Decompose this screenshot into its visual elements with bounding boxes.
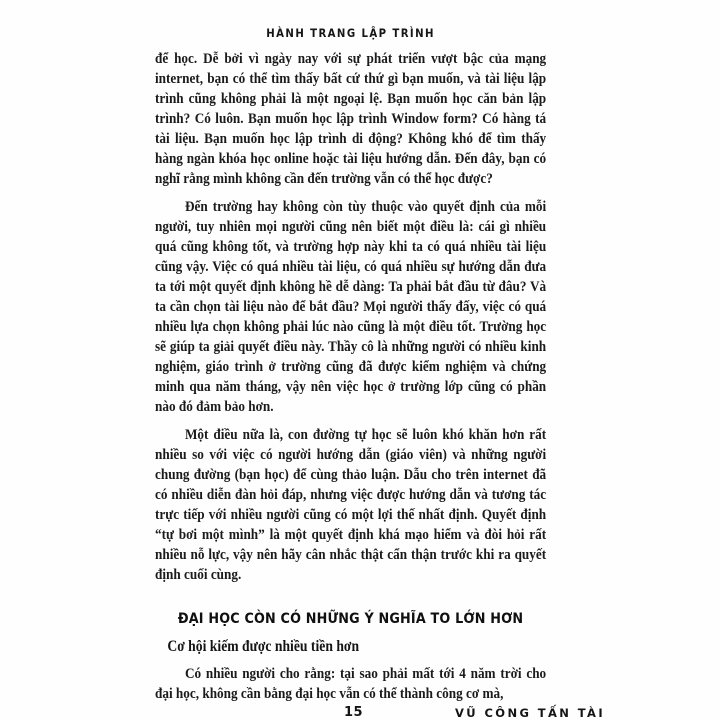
text-column bbox=[155, 26, 546, 704]
sub-heading: Cơ hội kiếm được nhiều tiền hơn bbox=[167, 638, 360, 655]
section-heading: ĐẠI HỌC CÒN CÓ NHỮNG Ý NGHĨA TO LỚN HƠN bbox=[177, 611, 524, 627]
page-number: 15 bbox=[344, 705, 364, 720]
running-header: HÀNH TRANG LẬP TRÌNH bbox=[266, 26, 435, 40]
body-paragraph-2: Đến trường hay không còn tùy thuộc vào quyết định của mỗi người, tuy nhiên mọi người cũng nên biết một điều là: cái gì nhiều quá cũng không tốt, và trường hợp này khi ta có quá nhiều tài liệu cũng vậy. Việc có quá nhiều tài liệu, có quá nhiều sự hướng dẫn đưa ta tới một quyết định không hề dễ dàng: Ta phải bắt đầu từ đâu? Và ta cần chọn tài liệu nào để bắt đầu? Mọi người thấy đấy, việc có quá nhiều lựa chọn không phải lúc nào cũng là một điều tốt. Trường học sẽ giúp ta giải quyết điều này. Thầy cô là những người có nhiều kinh nghiệm, giáo trình ở trường cũng đã được kiểm nghiệm và chứng minh qua năm tháng, vậy nên việc học ở trường lớp cũng có phần nào đó đảm bảo hơn. bbox=[155, 199, 547, 415]
author-name: VŨ CÔNG TẤN TÀI bbox=[455, 706, 606, 720]
body-paragraph-3: Một điều nữa là, con đường tự học sẽ luôn khó khăn hơn rất nhiều so với việc có người hướng dẫn (giáo viên) và những người chung đường (bạn học) để cùng thảo luận. Dẫu cho trên internet đã có nhiều diễn đàn hỏi đáp, nhưng việc được hướng dẫn và tương tác trực tiếp với nhiều người cũng có một lợi thế nhất định. Quyết định “tự bơi một mình” là một quyết định khá mạo hiểm và đòi hỏi rất nhiều nỗ lực, vậy nên hãy cân nhắc thật cẩn thận trước khi ra quyết định cuối cùng. bbox=[155, 427, 547, 583]
body-paragraph-1: để học. Dễ bởi vì ngày nay với sự phát triển vượt bậc của mạng internet, bạn có thể tìm thấy bất cứ thứ gì bạn muốn, và tài liệu lập trình cũng không phải là một ngoại lệ. Bạn muốn học căn bản lập trình? Có luôn. Bạn muốn học lập trình Window form? Có hàng tá tài liệu. Bạn muốn học lập trình di động? Không khó để tìm thấy hàng ngàn khóa học online hoặc tài liệu hướng dẫn. Đến đây, bạn có nghĩ rằng mình không cần đến trường vẫn có thể học được? bbox=[155, 51, 547, 187]
body-paragraph-4: Có nhiều người cho rằng: tại sao phải mất tới 4 năm trời cho đại học, không cần bằng đại học vẫn có thể thành công cơ mà, bbox=[155, 666, 547, 702]
